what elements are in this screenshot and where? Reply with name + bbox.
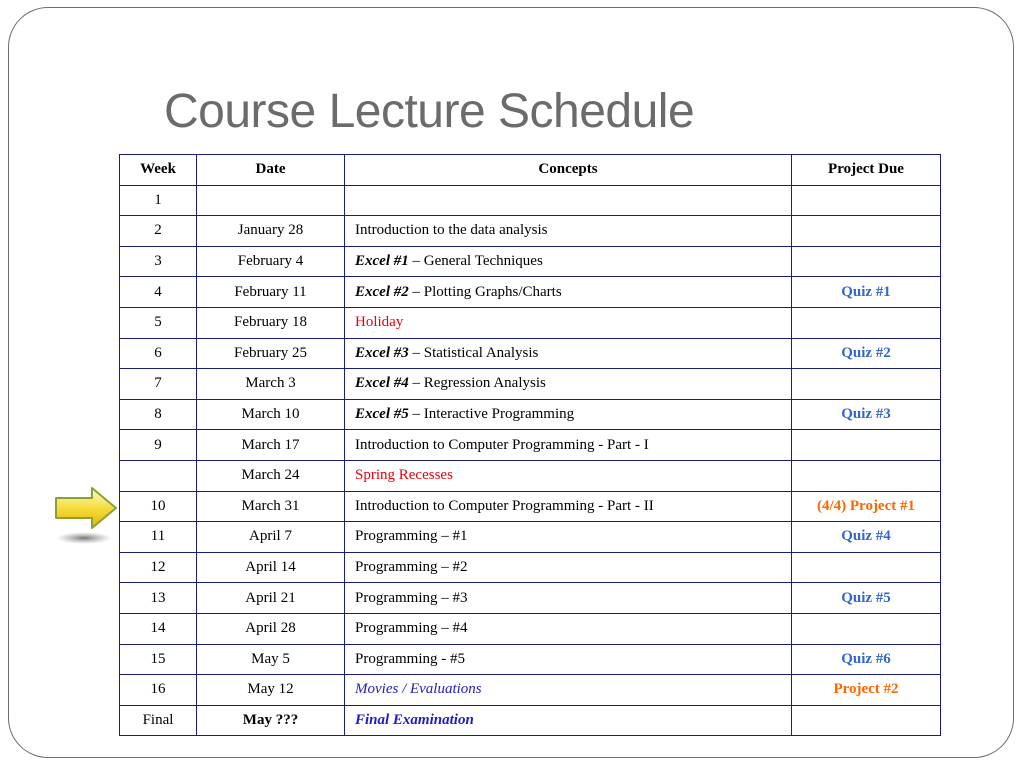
cell-concept: [345, 307, 792, 338]
cell-date: March 3: [197, 369, 345, 400]
cell-concept: [345, 552, 792, 583]
header-week: Week: [120, 155, 197, 186]
cell-week: 10: [120, 491, 197, 522]
table-row: [120, 644, 941, 675]
table-row: [120, 185, 941, 216]
cell-date: March 31: [197, 491, 345, 522]
header-project-due: Project Due: [792, 155, 941, 186]
schedule-body: [120, 185, 941, 736]
table-header-row: [120, 155, 941, 186]
cell-week: 16: [120, 675, 197, 706]
cell-date: April 7: [197, 522, 345, 553]
cell-project-due: [792, 369, 941, 400]
table-row: [120, 705, 941, 736]
cell-concept: [345, 460, 792, 491]
table-row-current: [120, 491, 941, 522]
cell-date: March 17: [197, 430, 345, 461]
header-concepts: Concepts: [345, 155, 792, 186]
cell-week: [120, 460, 197, 491]
concept-topic-label: Excel #4: [355, 375, 409, 392]
cell-project-due: [792, 460, 941, 491]
cell-date: February 25: [197, 338, 345, 369]
cell-project-due: Quiz #4: [792, 522, 941, 553]
concept-text: – Regression Analysis: [408, 375, 546, 392]
cell-concept: [345, 369, 792, 400]
cell-week: 13: [120, 583, 197, 614]
cell-week: 5: [120, 307, 197, 338]
cell-concept: [345, 583, 792, 614]
table-row: [120, 552, 941, 583]
concept-text: Movies / Evaluations: [355, 681, 482, 698]
cell-date: March 10: [197, 399, 345, 430]
cell-date: January 28: [197, 216, 345, 247]
table-row: [120, 246, 941, 277]
cell-week: 4: [120, 277, 197, 308]
cell-week: 15: [120, 644, 197, 675]
cell-project-due: Quiz #6: [792, 644, 941, 675]
cell-week: 8: [120, 399, 197, 430]
cell-concept: [345, 705, 792, 736]
cell-project-due: [792, 185, 941, 216]
cell-project-due: [792, 307, 941, 338]
cell-date: May 12: [197, 675, 345, 706]
table-row: [120, 277, 941, 308]
cell-date: February 4: [197, 246, 345, 277]
table-row: [120, 613, 941, 644]
cell-concept: [345, 675, 792, 706]
table-row: [120, 399, 941, 430]
cell-date: May ???: [197, 705, 345, 736]
header-date: Date: [197, 155, 345, 186]
concept-topic-label: Excel #2: [355, 283, 409, 300]
concept-text: Programming – #3: [355, 589, 468, 606]
cell-concept: [345, 613, 792, 644]
table-row: [120, 307, 941, 338]
cell-date: April 14: [197, 552, 345, 583]
schedule-table: [119, 154, 941, 736]
cell-date: February 11: [197, 277, 345, 308]
concept-text: Programming – #4: [355, 620, 468, 637]
cell-concept: [345, 185, 792, 216]
concept-text: Introduction to the data analysis: [355, 222, 548, 239]
slide-title: Course Lecture Schedule: [164, 85, 695, 138]
cell-project-due: [792, 216, 941, 247]
cell-concept: [345, 644, 792, 675]
concept-topic-label: Excel #3: [355, 344, 409, 361]
concept-text: Spring Recesses: [355, 467, 453, 484]
cell-project-due: [792, 552, 941, 583]
concept-text: Programming - #5: [355, 650, 465, 667]
concept-text: Programming – #1: [355, 528, 468, 545]
cell-project-due: [792, 705, 941, 736]
cell-concept: [345, 277, 792, 308]
cell-week: 14: [120, 613, 197, 644]
cell-date: [197, 185, 345, 216]
cell-project-due: (4/4) Project #1: [792, 491, 941, 522]
cell-week: 12: [120, 552, 197, 583]
cell-concept: [345, 491, 792, 522]
concept-topic-label: Excel #1: [355, 253, 409, 270]
cell-date: May 5: [197, 644, 345, 675]
concept-text: – General Techniques: [408, 253, 543, 270]
cell-week: Final: [120, 705, 197, 736]
table-row: [120, 369, 941, 400]
cell-week: 2: [120, 216, 197, 247]
cell-date: April 21: [197, 583, 345, 614]
cell-week: 11: [120, 522, 197, 553]
current-week-arrow-icon: [52, 486, 118, 548]
cell-project-due: Quiz #5: [792, 583, 941, 614]
table-row: [120, 583, 941, 614]
cell-week: 3: [120, 246, 197, 277]
table-row: [120, 338, 941, 369]
concept-text: – Plotting Graphs/Charts: [408, 283, 562, 300]
cell-project-due: Project #2: [792, 675, 941, 706]
cell-concept: [345, 522, 792, 553]
cell-concept: [345, 430, 792, 461]
cell-week: 7: [120, 369, 197, 400]
cell-project-due: [792, 613, 941, 644]
cell-date: February 18: [197, 307, 345, 338]
cell-project-due: Quiz #2: [792, 338, 941, 369]
concept-text: Programming – #2: [355, 559, 468, 576]
table-row: [120, 675, 941, 706]
cell-project-due: Quiz #1: [792, 277, 941, 308]
table-row: [120, 522, 941, 553]
cell-project-due: [792, 430, 941, 461]
concept-text: Holiday: [355, 314, 404, 331]
concept-text: – Statistical Analysis: [408, 344, 539, 361]
cell-concept: [345, 216, 792, 247]
cell-project-due: [792, 246, 941, 277]
table-row: [120, 460, 941, 491]
concept-text: – Interactive Programming: [408, 406, 575, 423]
table-row: [120, 216, 941, 247]
cell-concept: [345, 399, 792, 430]
cell-week: 1: [120, 185, 197, 216]
concept-text: Final Examination: [355, 711, 474, 728]
cell-concept: [345, 246, 792, 277]
concept-topic-label: Excel #5: [355, 406, 409, 423]
concept-text: Introduction to Computer Programming - Part - I: [355, 436, 649, 453]
cell-date: April 28: [197, 613, 345, 644]
cell-week: 6: [120, 338, 197, 369]
cell-date: March 24: [197, 460, 345, 491]
table-row: [120, 430, 941, 461]
concept-text: Introduction to Computer Programming - Part - II: [355, 497, 654, 514]
cell-project-due: Quiz #3: [792, 399, 941, 430]
cell-concept: [345, 338, 792, 369]
cell-week: 9: [120, 430, 197, 461]
